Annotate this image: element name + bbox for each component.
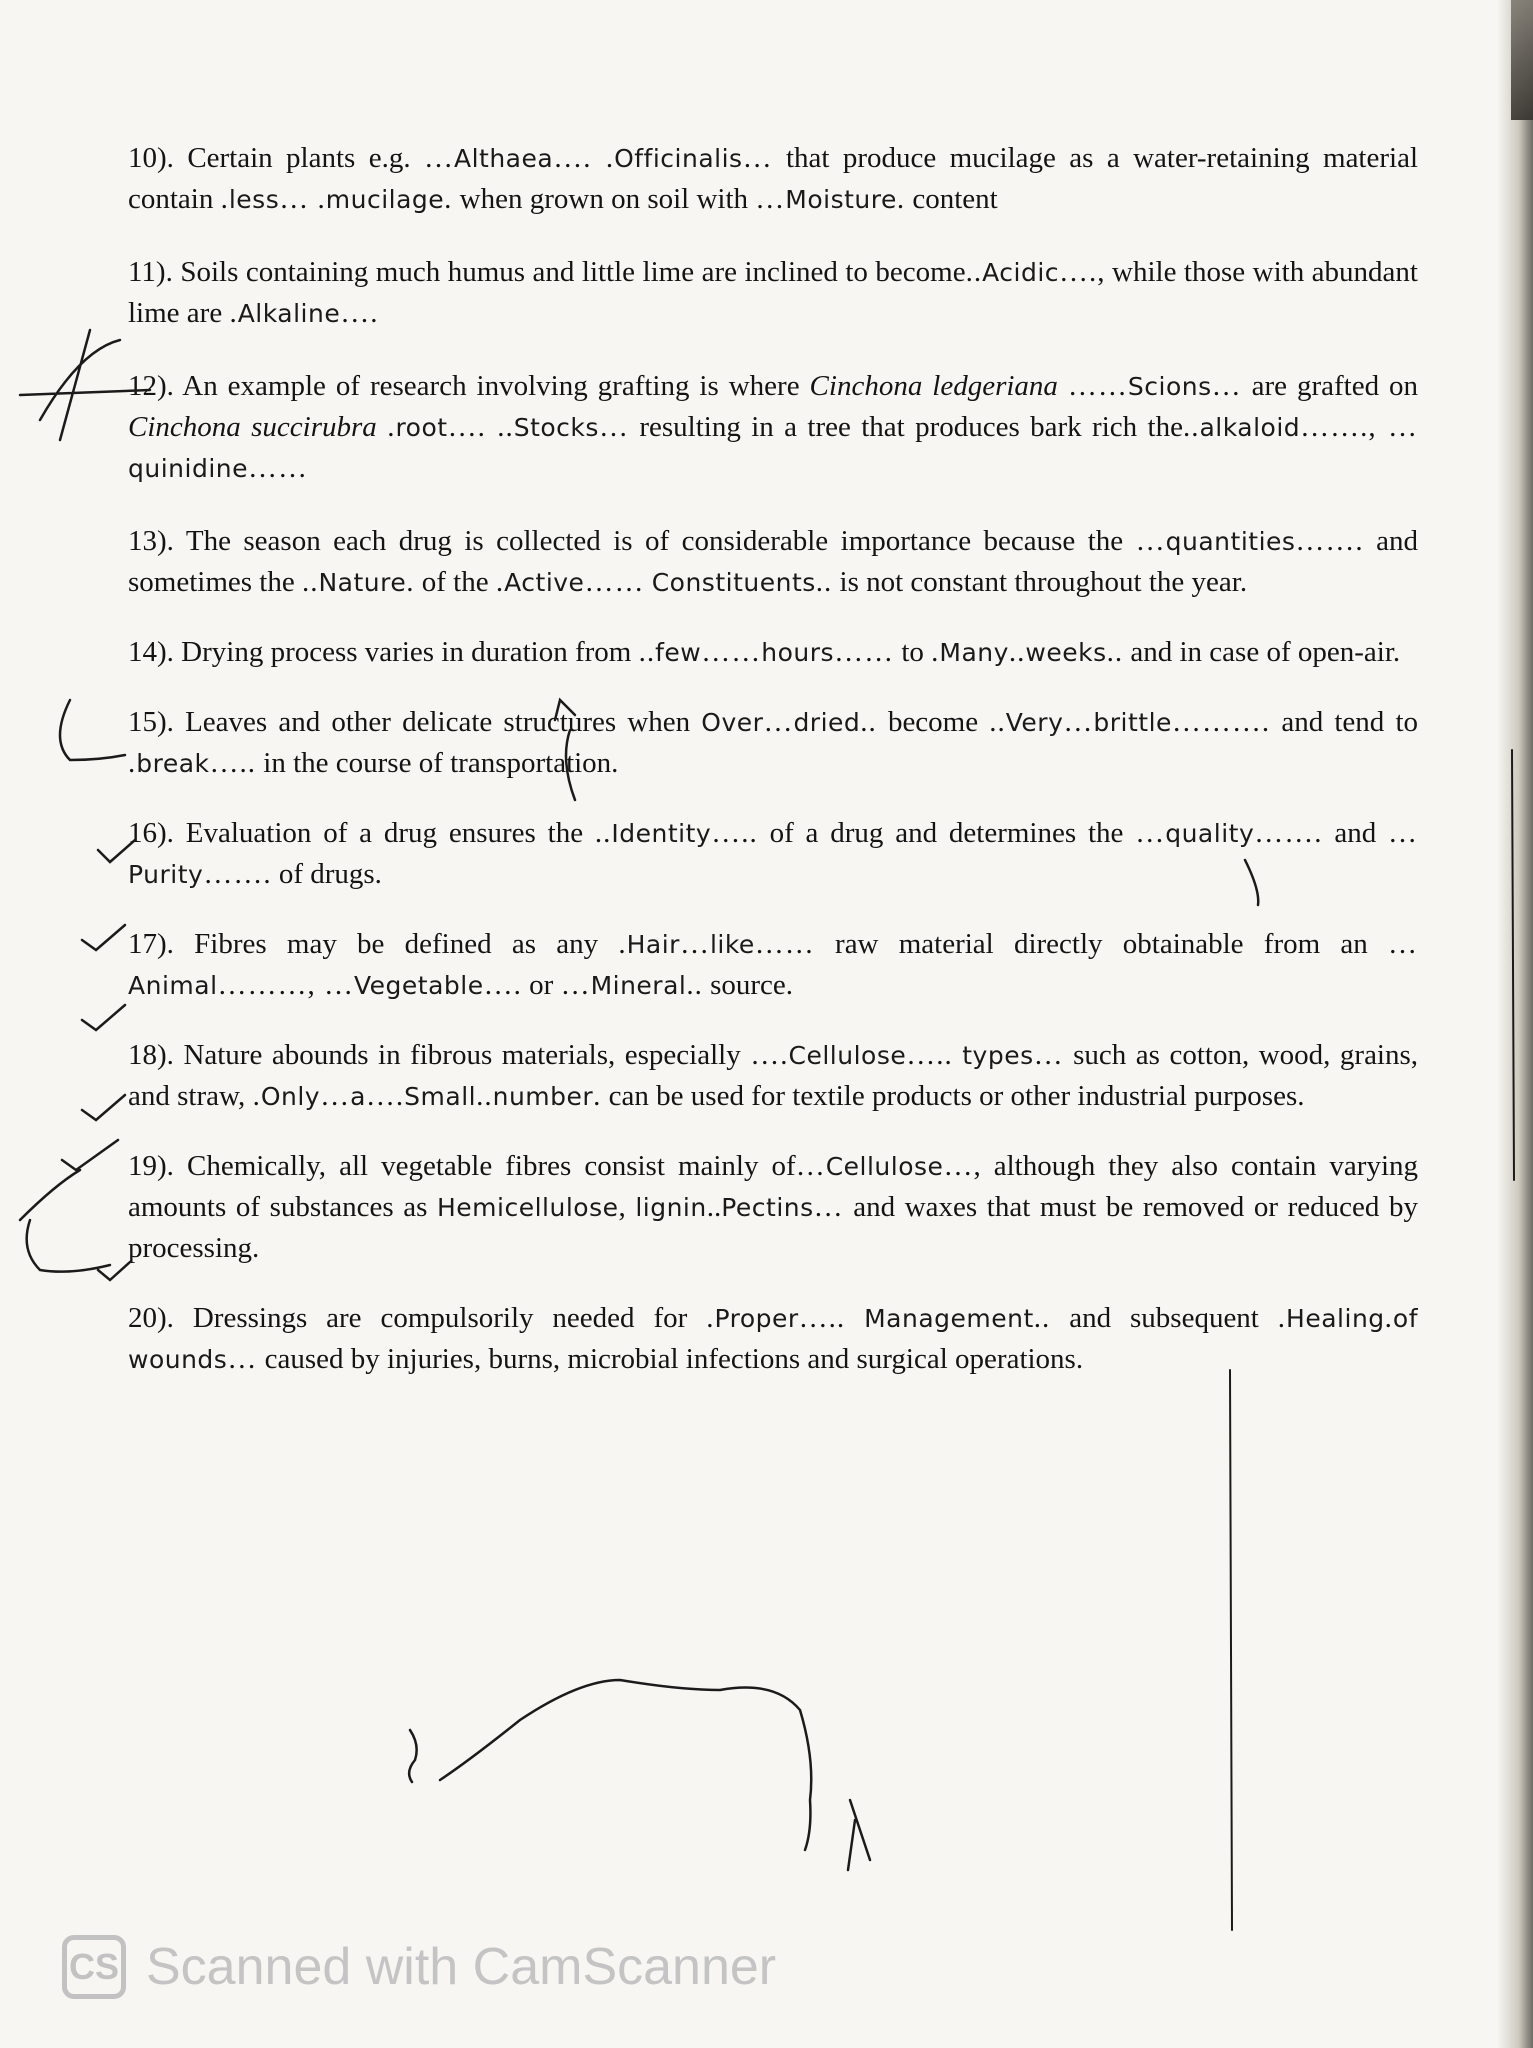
question-number: 17). (128, 928, 174, 960)
tick-mark-icon (62, 1140, 118, 1170)
handwritten-answer: Purity (128, 860, 204, 889)
handwritten-answer: Mineral (590, 971, 687, 1000)
question-11: 11). Soils containing much humus and little lime are inclined to become..Acidic…., while those with abundant lime are .Alkaline…. (128, 256, 1418, 329)
question-number: 19). (128, 1150, 174, 1182)
handwritten-answer: dried (793, 708, 861, 737)
handwritten-answer: Pectins (721, 1193, 814, 1222)
question-number: 18). (128, 1039, 174, 1071)
question-number: 10). (128, 142, 174, 174)
handwritten-answer: quality (1165, 819, 1255, 848)
handwritten-answer: weeks (1025, 638, 1107, 667)
watermark-text: Scanned with CamScanner (146, 1938, 777, 1996)
handwritten-answer: hours (761, 638, 835, 667)
tick-mark-icon (82, 1005, 125, 1030)
handwritten-answer: Hemicellulose (436, 1193, 619, 1222)
page-corner-fold (1511, 0, 1533, 120)
handwritten-answer: Stocks (513, 413, 599, 442)
handwritten-answer: break (136, 749, 210, 778)
handwritten-answer: few (655, 638, 702, 667)
handwritten-answer: Moisture (785, 185, 897, 214)
question-number: 16). (128, 817, 174, 849)
bracket-mark-icon (60, 700, 125, 760)
handwritten-answer: of wounds (128, 1304, 1419, 1374)
question-number: 12). (128, 370, 174, 402)
handwritten-answer: less (228, 185, 280, 214)
handwritten-answer: Constituents (651, 568, 816, 597)
handwritten-answer: root (395, 413, 448, 442)
tick-mark-icon (98, 1262, 130, 1280)
question-13: 13). The season each drug is collected is of considerable importance because the …quantities……. and sometimes the ..Nature. of the .Active…… Constituents.. is not constant throughout the year. (128, 525, 1418, 598)
handwritten-answer: Scions (1127, 372, 1212, 401)
handwritten-answer: number (492, 1082, 594, 1111)
question-17: 17). Fibres may be defined as any .Hair…like…… raw material directly obtainable from an …Animal………, …Vegetable…. or …Mineral.. source. (128, 928, 1418, 1001)
handwritten-answer: Officinalis (614, 144, 743, 173)
tick-mark-icon (82, 925, 125, 950)
question-number: 11). (128, 256, 173, 288)
camscanner-logo: CS (62, 1935, 126, 1999)
handwritten-answer: Healing (1286, 1304, 1385, 1333)
question-12: 12). An example of research involving grafting is where Cinchona ledgeriana ……Scions… are grafted on Cinchona succirubra .root…. ..Stocks… resulting in a tree that produces bark rich the..alkaloid……., …quinidine…… (128, 370, 1419, 484)
handwritten-answer: Althaea (453, 144, 554, 173)
question-number: 20). (128, 1302, 174, 1334)
question-number: 13). (128, 525, 174, 557)
worksheet-body (128, 138, 1418, 1409)
handwritten-answer: Cellulose (825, 1152, 944, 1181)
handwritten-answer: Proper (714, 1304, 799, 1333)
handwritten-answer: Vegetable (354, 971, 484, 1000)
question-16: 16). Evaluation of a drug ensures the ..Identity….. of a drug and determines the …quality……. and …Purity……. of drugs. (128, 817, 1419, 890)
handwritten-answer: brittle (1093, 708, 1172, 737)
handwritten-answer: like (709, 930, 755, 959)
question-number: 15). (128, 706, 174, 738)
question-number: 14). (128, 636, 174, 668)
handwritten-answer: Very (1005, 708, 1064, 737)
question-19: 19). Chemically, all vegetable fibres consist mainly of…Cellulose…, although they also contain varying amounts of substances as Hemicellulose, lignin..Pectins… and waxes that must be removed or reduced by processing. (128, 1150, 1419, 1264)
handwritten-answer: a (350, 1082, 366, 1111)
handwritten-answer: Small (404, 1082, 477, 1111)
question-20: 20). Dressings are compulsorily needed for .Proper….. Management.. and subsequent .Healing.of wounds… caused by injuries, burns, microbial infections and surgical operations. (128, 1302, 1419, 1375)
handwritten-answer: Animal (128, 971, 218, 1000)
handwritten-answer: lignin (635, 1193, 707, 1222)
handwritten-answer: mucilage (325, 185, 445, 214)
tick-mark-icon (82, 1095, 125, 1120)
page-edge-shadow (1497, 0, 1533, 2048)
question-10: 10). Certain plants e.g. …Althaea…. .Officinalis… that produce mucilage as a water-retaining material contain .less… .mucilage. when grown on soil with …Moisture. content (128, 142, 1419, 215)
handwritten-answer: Alkaline (237, 299, 341, 328)
handwritten-answer: quantities (1165, 527, 1296, 556)
handwritten-answer: Only (260, 1082, 321, 1111)
handwritten-answer: quinidine (128, 454, 248, 483)
handwritten-answer: Active (504, 568, 585, 597)
question-14: 14). Drying process varies in duration from ..few……hours…… to .Many..weeks.. and in case of open-air. (128, 636, 1401, 668)
question-18: 18). Nature abounds in fibrous materials, especially ….Cellulose….. types… such as cotton, wood, grains, and straw, .Only…a….Small..number. can be used for textile products or other industrial purposes. (128, 1039, 1419, 1112)
scribble-mark-icon (20, 1170, 110, 1272)
question-15: 15). Leaves and other delicate structures when Over…dried.. become ..Very…brittle………. and tend to .break….. in the course of transportation. (128, 706, 1418, 779)
handwritten-answer: Cellulose (788, 1041, 907, 1070)
handwritten-answer: Management (864, 1304, 1034, 1333)
handwritten-answer: Over (701, 708, 764, 737)
handwritten-answer: alkaloid (1199, 413, 1301, 442)
handwritten-answer: types (962, 1041, 1034, 1070)
handwritten-answer: Many (939, 638, 1009, 667)
handwritten-answer: Identity (611, 819, 712, 848)
handwritten-answer: Hair (626, 930, 680, 959)
handwritten-answer: Acidic (982, 258, 1060, 287)
signature-scribble (440, 1680, 811, 1850)
handwritten-answer: Nature (318, 568, 407, 597)
camscanner-watermark (62, 1932, 776, 2002)
